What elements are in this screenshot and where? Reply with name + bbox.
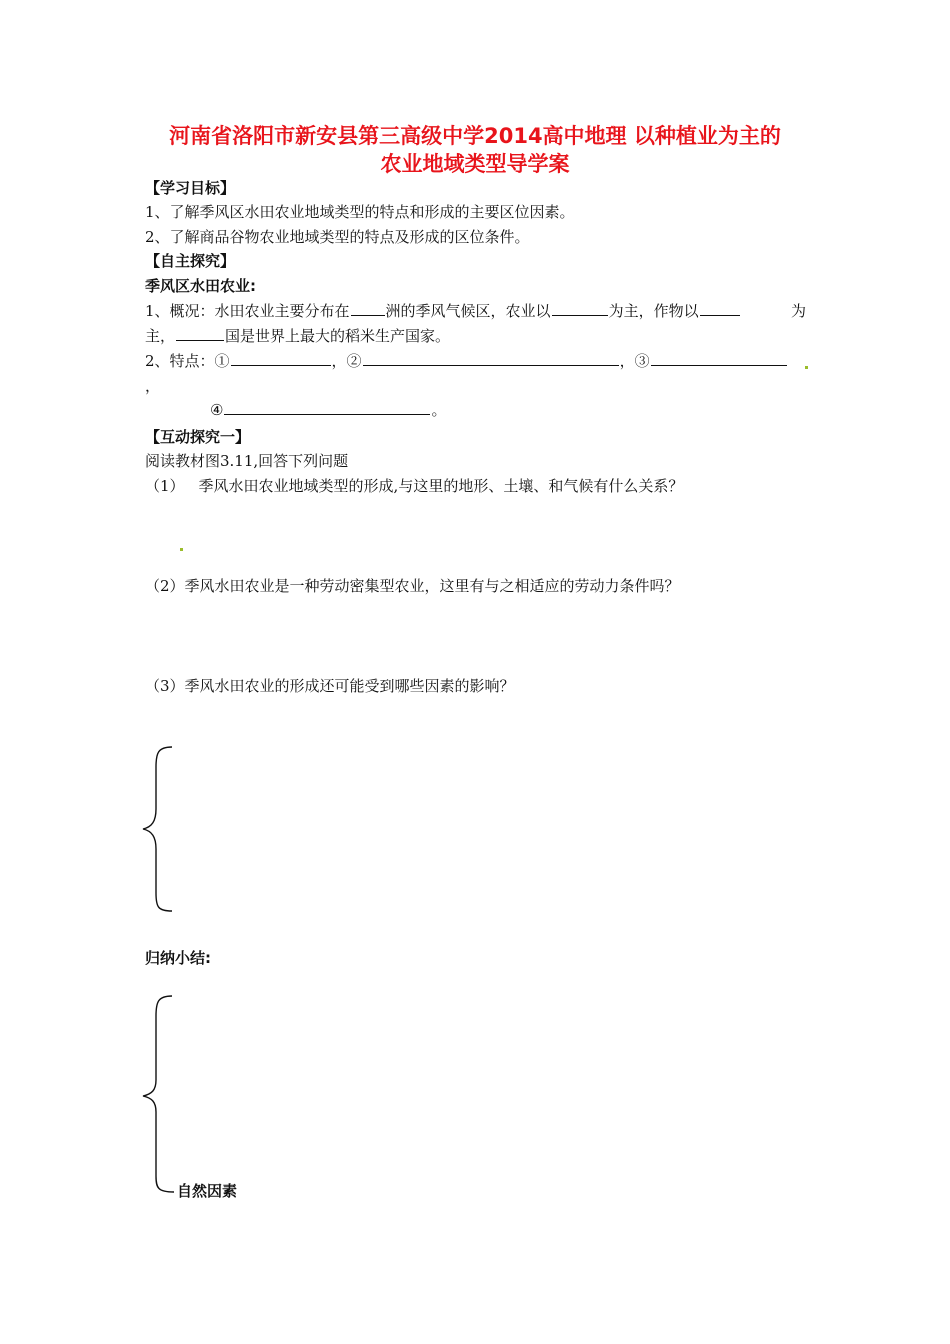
natural-factors-label: 自然因素 <box>177 1182 238 1200</box>
document-title <box>120 122 830 178</box>
title-line-1: 河南省洛阳市新安县第三高级中学2014高中地理 以种植业为主的 <box>169 124 781 148</box>
left-brace-2 <box>140 994 176 1194</box>
objective-1: 1、了解季风区水田农业地域类型的特点和形成的主要区位因素。 <box>145 203 575 221</box>
overview-line-2: 主， 国是世界上最大的稻米生产国家。 <box>145 327 451 345</box>
feature-2-blank[interactable] <box>363 351 619 366</box>
feature-3-blank[interactable] <box>651 351 787 366</box>
stray-dot <box>180 548 183 551</box>
question-3: （3）季风水田农业的形成还可能受到哪些因素的影响？ <box>145 677 515 695</box>
stray-dot <box>805 366 808 369</box>
objectives-heading: 【学习目标】 <box>145 179 236 197</box>
crop-blank[interactable] <box>700 301 740 316</box>
monsoon-paddy-subheading: 季风区水田农业: <box>145 277 256 295</box>
interactive-heading: 【互动探究一】 <box>145 428 251 446</box>
features-comma: ， <box>145 377 161 395</box>
overview-line-1: 1、概况：水田农业主要分布在 洲的季风气候区，农业以 为主，作物以 为 <box>145 302 807 320</box>
features-line-4: ④ 。 <box>210 401 447 419</box>
country-blank[interactable] <box>176 326 224 341</box>
agriculture-blank[interactable] <box>552 301 608 316</box>
question-2: （2）季风水田农业是一种劳动密集型农业，这里有与之相适应的劳动力条件吗？ <box>145 577 680 595</box>
self-study-heading: 【自主探究】 <box>145 252 236 270</box>
question-1: （1） 季风水田农业地域类型的形成,与这里的地形、土壤、和气候有什么关系？ <box>145 477 684 495</box>
continent-blank[interactable] <box>351 301 385 316</box>
interactive-intro: 阅读教材图3.11,回答下列问题 <box>145 452 349 470</box>
title-line-2: 农业地域类型导学案 <box>380 152 570 176</box>
summary-heading: 归纳小结: <box>145 949 211 967</box>
objective-2: 2、了解商品谷物农业地域类型的特点及形成的区位条件。 <box>145 228 530 246</box>
feature-1-blank[interactable] <box>231 351 331 366</box>
feature-4-blank[interactable] <box>224 400 430 415</box>
left-brace-1 <box>140 745 176 915</box>
features-line: 2、特点：① ，② ，③ <box>145 351 788 371</box>
